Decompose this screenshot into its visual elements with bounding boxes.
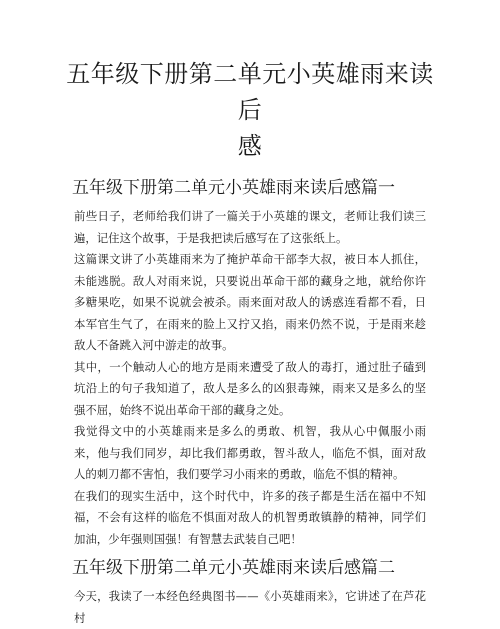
paragraph: 我觉得文中的小英雄雨来是多么的勇敢、机智，我从心中佩服小雨来，他与我们同岁，却比我们都勇敢，智斗敌人，临危不惧，面对敌人的刺刀都不害怕，我们要学习小雨来的勇敢，临危不惧的精神。 (74, 424, 426, 481)
title-line-1: 五年级下册第二单元小英雄雨来读后 (66, 60, 434, 124)
paragraph: 前些日子，老师给我们讲了一篇关于小英雄的课文，老师让我们读三遍，记住这个故事，于是我把读后感写在了这张纸上。 (74, 209, 426, 245)
paragraph: 其中，一个触动人心的地方是雨来遭受了敌人的毒打，通过肚子磕到坑沿上的句子我知道了，敌人是多么的凶狠毒辣，雨来又是多么的坚强不屈，始终不说出革命干部的藏身之处。 (74, 359, 426, 417)
paragraph: 这篇课文讲了小英雄雨来为了掩护革命干部李大叔，被日本人抓住，未能逃脱。敌人对雨来说，只要说出革命干部的藏身之地，就给你许多糖果吃，如果不说就会被杀。雨来面对敌人的诱惑连看都不看，日本军官生气了，在雨来的脸上又拧又掐，雨来仍然不说，于是雨来趁敌人不备跳入河中游走的故事。 (74, 252, 426, 352)
document-title (66, 56, 434, 164)
section-heading-1: 五年级下册第二单元小英雄雨来读后感篇一 (72, 178, 395, 198)
paragraph: 今天，我读了一本经色经典图书——《小英雄雨来》，它讲述了在芦花村 (74, 589, 426, 625)
paragraph: 在我们的现实生活中，这个时代中，许多的孩子都是生活在福中不知福，不会有这样的临危不惧面对敌人的机智勇敢镇静的精神，同学们加油，少年强则国强！有智慧去武装自己吧！ (74, 488, 426, 546)
section-body-1 (74, 206, 426, 550)
title-line-2: 感 (237, 132, 263, 160)
section-heading-2: 五年级下册第二单元小英雄雨来读后感篇二 (72, 558, 395, 578)
section-body-2 (74, 586, 426, 629)
